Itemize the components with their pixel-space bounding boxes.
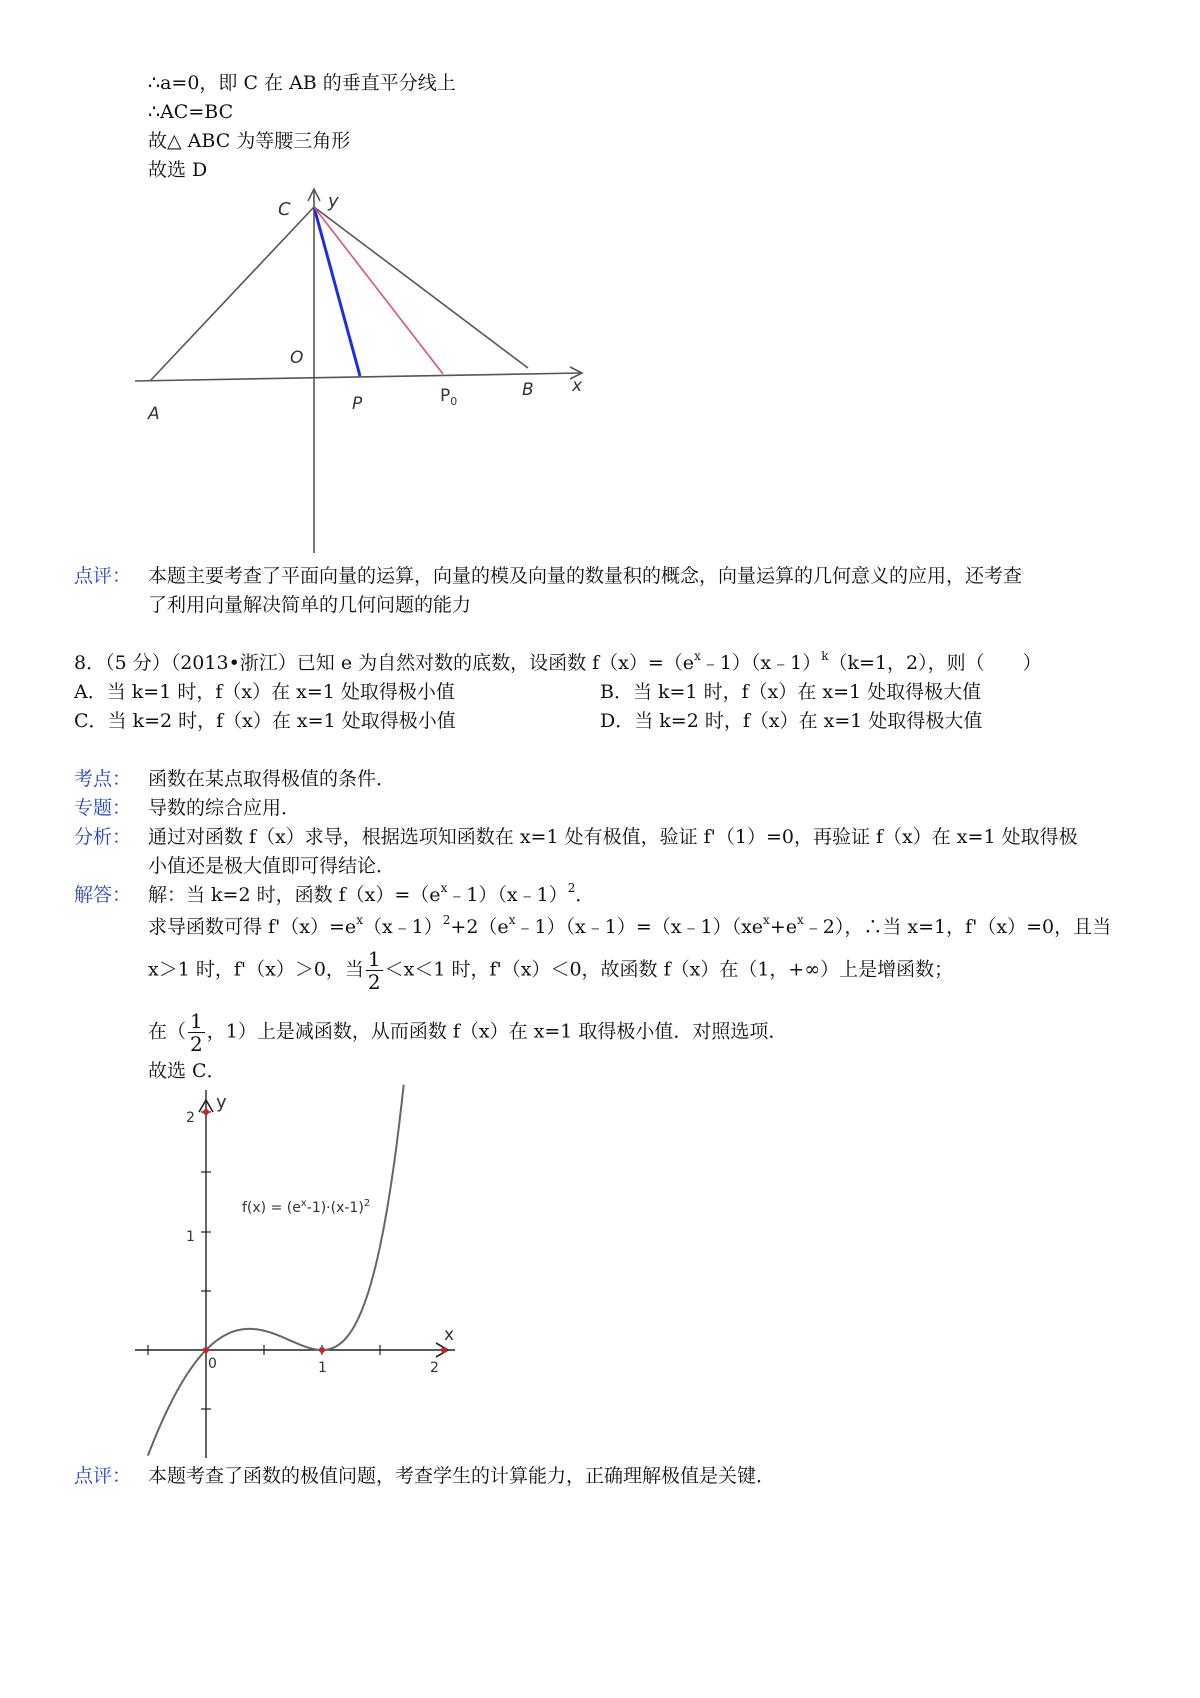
jieda-line: 故选 C． <box>148 1060 226 1082</box>
question-stem: 8．（5 分）（2013•浙江）已知 e 为自然对数的底数，设函数 $f(x)=(e^x﹣1)(x﹣1)^k(k=1$，2），则（ ） <box>74 649 1042 674</box>
jieda-line: 求导函数可得 $f'(x)=e^x(x﹣1)^2+2(e^x﹣1)(x﹣1)=(x﹣1)(xe^x+e^x﹣2)$，∴当 x=1，f'（x）=0，且当 <box>148 913 1112 938</box>
jieda-line: 在（ $\frac{1}{2}$ ，1）上是减函数，从而函数 f（x）在 x=1 取得极小值．对照选项． <box>148 1009 788 1056</box>
fenxi-label: 分析： <box>74 826 132 848</box>
tick-label-x1: 1 <box>318 1360 327 1376</box>
solution-line: 故△ ABC 为等腰三角形 <box>148 130 351 152</box>
option-D: D．当 k=2 时，f（x）在 x=1 处取得极大值 <box>600 710 983 732</box>
jieda-line: 解：当 k=2 时，函数 $f(x)=(e^x﹣1)(x﹣1)^2$． <box>148 881 595 906</box>
comment-text: 本题考查了函数的极值问题，考查学生的计算能力，正确理解极值是关键． <box>148 1465 776 1487</box>
segment-CP <box>314 207 360 376</box>
x-axis <box>135 373 580 381</box>
label-A: A <box>148 404 160 424</box>
label-C: C <box>278 199 291 220</box>
label-y: y <box>328 191 339 212</box>
point-origin <box>203 1347 209 1353</box>
segment-CP0 <box>314 207 443 374</box>
comment-label: 点评： <box>74 1465 132 1487</box>
function-formula: $f(x) = (e^x-1)\cdot(x-1)^2$ <box>242 1198 371 1216</box>
comment-text: 本题主要考查了平面向量的运算，向量的模及向量的数量积的概念，向量运算的几何意义的应用，还考查 <box>148 565 1023 587</box>
point-y2 <box>203 1109 209 1115</box>
label-O: O <box>290 348 304 368</box>
kaodian-text: 函数在某点取得极值的条件． <box>148 768 396 790</box>
point-x2 <box>441 1347 447 1353</box>
option-B: B．当 k=1 时，f（x）在 x=1 处取得极大值 <box>600 681 982 703</box>
option-C: C．当 k=2 时，f（x）在 x=1 处取得极小值 <box>74 710 456 732</box>
solution-line: ∴AC=BC <box>148 101 234 123</box>
solution-line: ∴a=0，即 C 在 AB 的垂直平分线上 <box>148 72 456 94</box>
comment-text: 了利用向量解决简单的几何问题的能力 <box>148 594 472 616</box>
fraction-one-half: $\frac{1}{2}$ <box>367 947 381 994</box>
fraction-one-half: $\frac{1}{2}$ <box>190 1009 203 1056</box>
kaodian-label: 考点： <box>74 768 132 790</box>
fenxi-text: 小值还是极大值即可得结论． <box>148 855 396 877</box>
tick-label-x2: 2 <box>430 1360 439 1376</box>
comment-label: 点评： <box>74 565 132 587</box>
tick-label-x0: 0 <box>208 1356 217 1372</box>
tick-label-y1: 1 <box>186 1229 195 1245</box>
solution-line: 故选 D <box>148 159 208 181</box>
label-P0: $P_0$ <box>440 386 458 408</box>
function-graph <box>130 1080 490 1460</box>
axis-label-y: y <box>216 1092 227 1113</box>
label-x: x <box>572 376 583 396</box>
zhuanti-label: 专题： <box>74 797 132 819</box>
option-A: A．当 k=1 时，f（x）在 x=1 处取得极小值 <box>74 681 455 703</box>
jieda-label: 解答： <box>74 884 132 906</box>
jieda-line: x＞1 时，f'（x）＞0，当 $\frac{1}{2}$ ＜x＜1 时，f'（x）＜0，故函数 f（x）在（1，+∞）上是增函数； <box>148 947 954 994</box>
label-B: B <box>522 380 534 400</box>
tick-label-y2: 2 <box>186 1110 195 1126</box>
label-P: P <box>352 394 363 414</box>
zhuanti-text: 导数的综合应用． <box>148 797 301 819</box>
triangle-figure <box>130 185 610 555</box>
axis-label-x: x <box>444 1325 455 1345</box>
fenxi-text: 通过对函数 f（x）求导，根据选项知函数在 x=1 处有极值，验证 f'（1）=0，再验证 f（x）在 x=1 处取得极 <box>148 826 1078 848</box>
point-x1 <box>319 1347 325 1353</box>
function-curve <box>148 1085 404 1456</box>
side-CB <box>314 207 528 368</box>
